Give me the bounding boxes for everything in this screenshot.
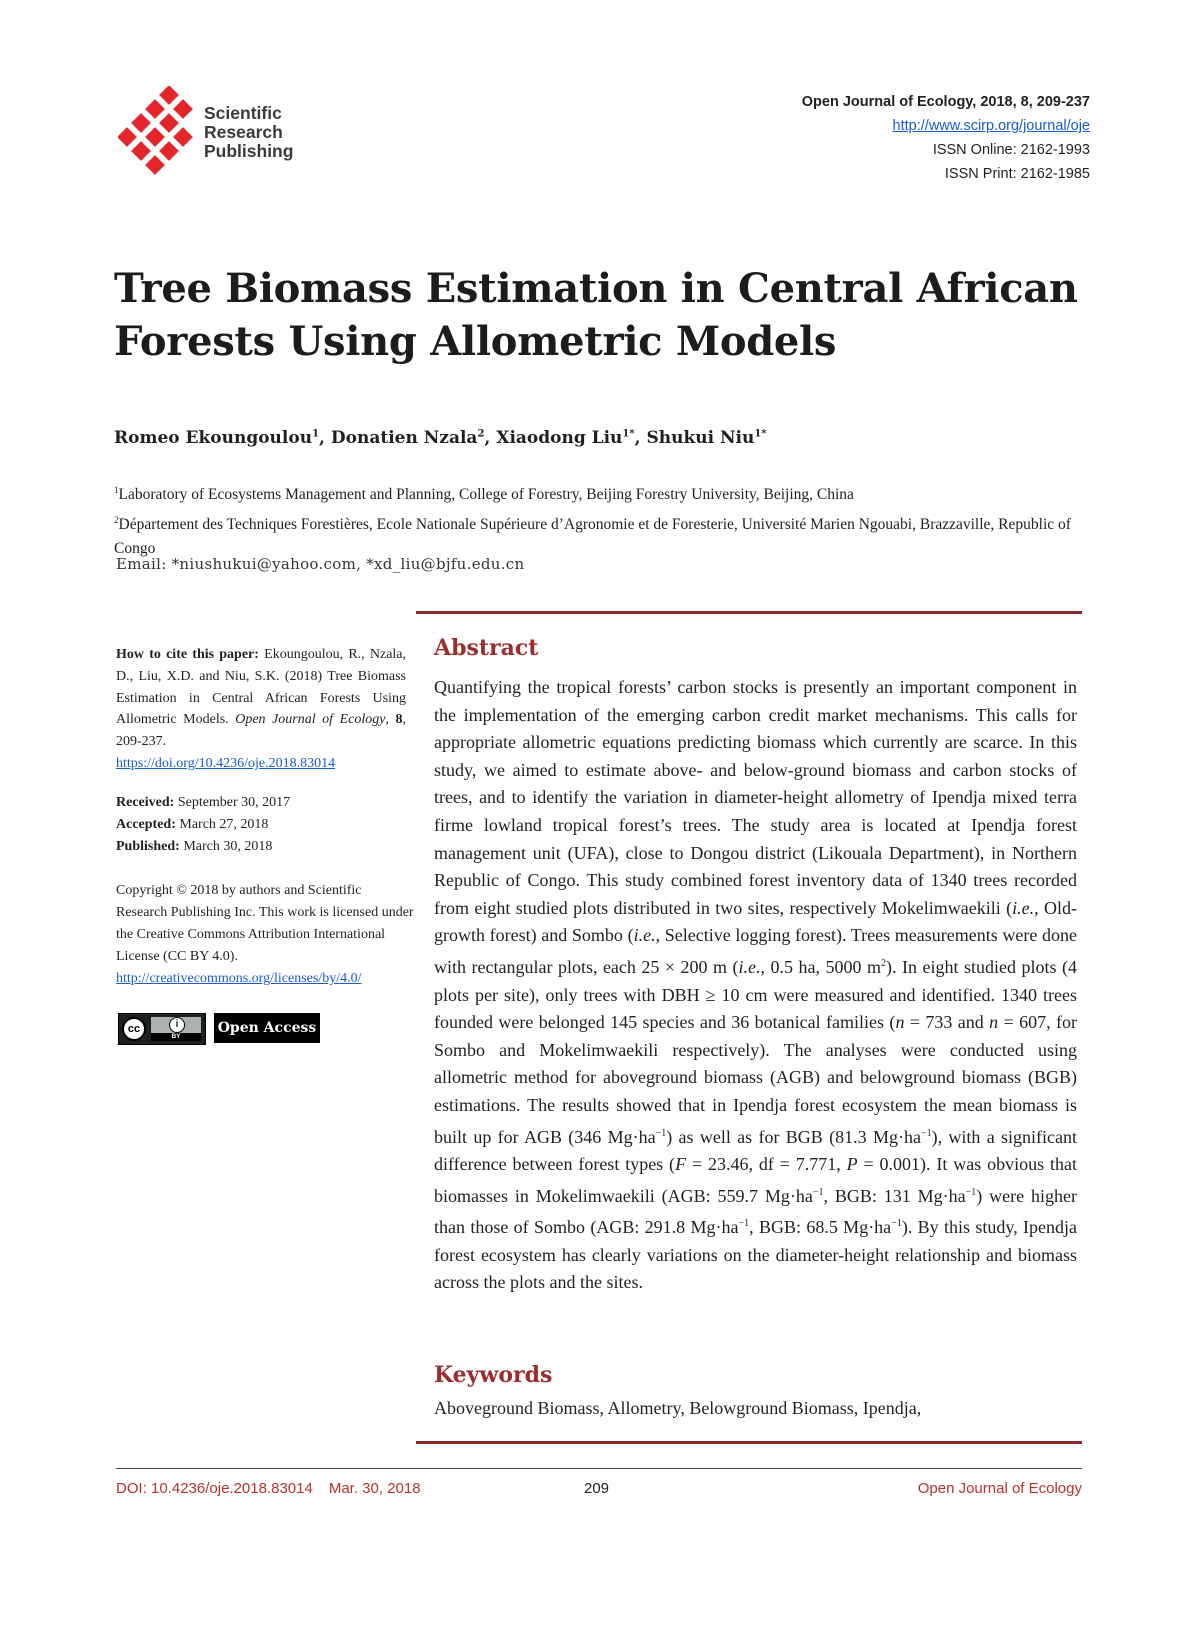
paper-title: Tree Biomass Estimation in Central African Forests Using Allometric Models <box>114 265 1078 365</box>
footer-doi: DOI: 10.4236/oje.2018.83014 Mar. 30, 2018 <box>116 1480 421 1497</box>
abstract-bottom-rule <box>416 1441 1082 1444</box>
affiliation-2: $^2$Département des Techniques Forestières, Ecole Nationale Supérieure d’Agronomie et de Foresterie, Université Marien Ngouabi, Brazzaville, Republic of Congo <box>114 514 1071 558</box>
author-name: Xiaodong Liu <box>496 428 623 448</box>
journal-info <box>802 90 1090 186</box>
license-link[interactable]: http://creativecommons.org/licenses/by/4.0/ <box>116 971 362 986</box>
footer-rule <box>116 1468 1082 1469</box>
footer-journal-name: Open Journal of Ecology <box>917 1480 1082 1497</box>
copyright-notice: Copyright © 2018 by authors and Scientific Research Publishing Inc. This work is licensed under the Creative Commons Attribution International License (CC BY 4.0). http://creativecommons.org/licenses/by/4.0/ <box>116 883 414 986</box>
abstract-top-rule <box>416 611 1082 614</box>
cc-by-badge[interactable]: cc i BY <box>118 1013 206 1045</box>
publisher-logo <box>118 86 328 178</box>
corresponding-email: Email: *niushukui@yahoo.com, *xd_liu@bjfu.edu.cn <box>116 555 525 573</box>
accepted-date: Accepted: March 27, 2018 <box>116 817 269 832</box>
publisher-logo-icon <box>118 86 198 178</box>
open-access-badge: Open Access <box>214 1013 320 1043</box>
page-number: 209 <box>584 1480 610 1497</box>
published-date: Published: March 30, 2018 <box>116 839 273 854</box>
keywords-list: Aboveground Biomass, Allometry, Belowground Biomass, Ipendja, <box>434 1398 922 1418</box>
issn-online: ISSN Online: 2162-1993 <box>932 142 1090 158</box>
article-dates <box>116 792 290 858</box>
journal-citation: Open Journal of Ecology, 2018, 8, 209-237 <box>801 94 1090 110</box>
abstract-heading: Abstract <box>434 635 539 661</box>
received-date: Received: September 30, 2017 <box>116 795 291 810</box>
affiliations <box>114 478 1094 562</box>
journal-url-link[interactable]: http://www.scirp.org/journal/oje <box>892 118 1090 134</box>
keywords-heading: Keywords <box>434 1362 553 1388</box>
abstract-text: Quantifying the tropical forests’ carbon stocks is presently an important component in the implementation of the emerging carbon credit market mechanisms. This calls for appropriate allometric equations predicting biomass which currently are scarce. In this study, we aimed to estimate above- and below-ground biomass and carbon stocks of trees, and to identify the variation in diameter-height allometry of Ipendja mixed terra firme lowland tropical forest’s trees. The study area is located at Ipendja forest management unit (UFA), close to Dongou district (Likouala Department), in Northern Republic of Congo. This study combined forest inventory data of 1340 trees recorded from eight studied plots distributed in two sites, respectively Mokelimwaekili (i.e., Old-growth forest) and Sombo (i.e., Selective logging forest). Trees measurements were done with rectangular plots, each 25 × 200 m (i.e., 0.5 ha, 5000 $m^2$). In eight studied plots (4 plots per site), only trees with DBH ≥ 10 cm were measured and identified. 1340 trees founded were belonged 145 species and 36 botanical families (n = 733 and n = 607, for Sombo and Mokelimwaekili respectively). The analyses were conducted using allometric method for aboveground biomass (AGB) and belowground biomass (BGB) estimations. The results showed that in Ipendja forest ecosystem the mean biomass is built up for AGB (346 $Mg\cdot ha^{-1}$) as well as for BGB (81.3 $Mg\cdot ha^{-1}$), with a significant difference between forest types (F = 23.46, df = 7.771, P = 0.001). It was obvious that biomasses in Mokelimwaekili (AGB: 559.7 $Mg\cdot ha^{-1}$, BGB: 131 $Mg\cdot ha^{-1}$) were higher than those of Sombo (AGB: 291.8 $Mg\cdot ha^{-1}$, BGB: 68.5 $Mg\cdot ha^{-1}$). By this study, Ipendja forest ecosystem has clearly variations on the diameter-height relationship and biomass across the plots and the sites. <box>434 677 1078 1293</box>
author-name: Romeo Ekoungoulou <box>114 428 313 448</box>
attribution-person-icon: i <box>169 1017 185 1033</box>
affiliation-1: $^1$Laboratory of Ecosystems Management and Planning, College of Forestry, Beijing Forestry University, Beijing, China <box>114 485 854 504</box>
doi-link[interactable]: https://doi.org/10.4236/oje.2018.83014 <box>116 755 336 771</box>
author-list: Romeo Ekoungoulou$^1$, Donatien Nzala$^2$, Xiaodong Liu$^{1*}$, Shukui Niu$^{1*}$ <box>114 428 767 448</box>
how-to-cite: How to cite this paper: Ekoungoulou, R., Nzala, D., Liu, X.D. and Niu, S.K. (2018) Tree Biomass Estimation in Central African Forests Using Allometric Models. Open Journal of Ecology, 8, 209-237. https://doi.org/10.4236/oje.2018.83014 <box>116 647 407 771</box>
author-name: Shukui Niu <box>646 428 755 448</box>
creative-commons-icon: cc <box>122 1017 146 1041</box>
issn-print: ISSN Print: 2162-1985 <box>944 166 1090 182</box>
publisher-name: Scientific Research Publishing <box>204 103 294 161</box>
author-name: Donatien Nzala <box>330 428 478 448</box>
